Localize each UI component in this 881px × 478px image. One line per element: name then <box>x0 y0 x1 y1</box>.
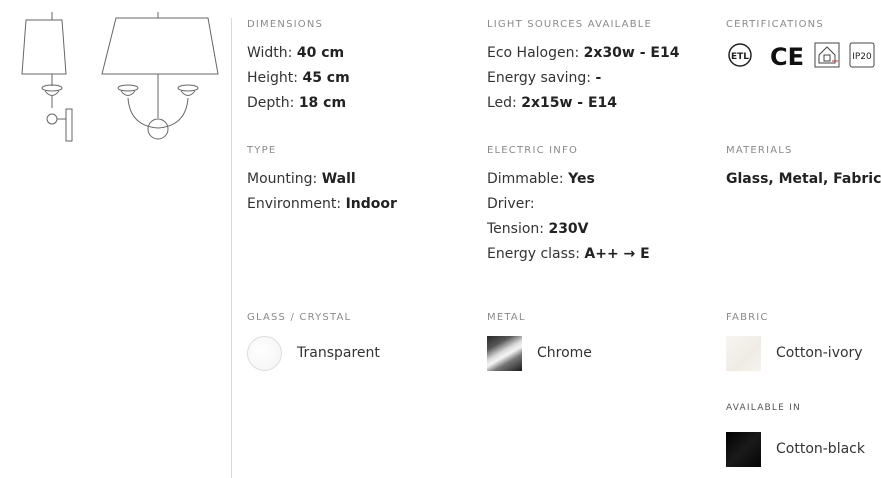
height-label: Height: <box>247 70 303 86</box>
fabric-heading: FABRIC <box>726 312 769 323</box>
dimension-height <box>247 66 350 91</box>
type-list <box>247 167 397 217</box>
dimensions-heading: DIMENSIONS <box>247 19 324 30</box>
light-source-energy-saving <box>487 66 679 91</box>
dimensions-list <box>247 41 350 116</box>
fabric-swatch-cotton-black[interactable] <box>726 432 761 467</box>
mounting-value: Wall <box>321 171 356 187</box>
type-heading: TYPE <box>247 145 277 156</box>
halogen-value: 2x30w - E14 <box>583 45 680 61</box>
metal-swatch-label: Chrome <box>537 345 592 361</box>
depth-label: Depth: <box>247 95 299 111</box>
halogen-label: Eco Halogen: <box>487 45 584 61</box>
lamp-front-view <box>102 12 218 139</box>
light-source-halogen <box>487 41 679 66</box>
available-in-heading: AVAILABLE IN <box>726 403 801 413</box>
fabric-swatch-label: Cotton-ivory <box>776 345 863 361</box>
tension-value: 230V <box>548 221 589 237</box>
lamp-side-view <box>22 12 72 141</box>
electric-tension <box>487 217 650 242</box>
etl-listed-icon <box>726 42 754 68</box>
electric-info-heading: ELECTRIC INFO <box>487 145 579 156</box>
light-sources-list <box>487 41 679 116</box>
height-value: 45 cm <box>302 70 350 86</box>
dimension-depth <box>247 91 350 116</box>
led-label: Led: <box>487 95 522 111</box>
divider-vertical <box>231 18 232 478</box>
certifications-heading: CERTIFICATIONS <box>726 19 824 30</box>
electric-driver <box>487 192 650 217</box>
energy-class-value: A++ → E <box>584 246 650 262</box>
electric-info-list <box>487 167 650 267</box>
width-label: Width: <box>247 45 297 61</box>
fabric-available-label: Cotton-black <box>776 441 865 457</box>
environment-value: Indoor <box>345 196 397 212</box>
ce-text: CE <box>769 43 805 68</box>
ce-mark-icon <box>768 42 806 68</box>
led-value: 2x15w - E14 <box>521 95 618 111</box>
indoor-use-icon <box>814 42 840 68</box>
dimmable-label: Dimmable: <box>487 171 569 187</box>
tension-label: Tension: <box>487 221 549 237</box>
materials-text: Glass, Metal, Fabric <box>726 171 881 187</box>
mounting-label: Mounting: <box>247 171 322 187</box>
energy-class-label: Energy class: <box>487 246 585 262</box>
energy-saving-value: - <box>595 70 602 86</box>
materials-value <box>726 167 881 192</box>
dimmable-value: Yes <box>568 171 595 187</box>
glass-swatch-label: Transparent <box>297 345 380 361</box>
dimension-width <box>247 41 350 66</box>
environment-label: Environment: <box>247 196 346 212</box>
light-sources-heading: LIGHT SOURCES AVAILABLE <box>487 19 653 30</box>
ip20-icon <box>849 42 875 68</box>
metal-heading: METAL <box>487 312 526 323</box>
width-value: 40 cm <box>296 45 345 61</box>
fabric-swatch-cotton-ivory[interactable] <box>726 336 761 371</box>
electric-dimmable <box>487 167 650 192</box>
metal-swatch-chrome[interactable] <box>487 336 522 371</box>
type-mounting <box>247 167 397 192</box>
glass-swatch-transparent[interactable] <box>247 336 282 371</box>
product-drawings <box>18 8 228 148</box>
depth-value: 18 cm <box>298 95 347 111</box>
electric-energy-class <box>487 242 650 267</box>
energy-saving-label: Energy saving: <box>487 70 596 86</box>
glass-heading: GLASS / CRYSTAL <box>247 312 352 323</box>
etl-text: ETL <box>730 52 750 62</box>
ip20-text: IP20 <box>852 52 872 62</box>
driver-label: Driver: <box>487 196 535 212</box>
light-source-led <box>487 91 679 116</box>
type-environment <box>247 192 397 217</box>
materials-heading: MATERIALS <box>726 145 793 156</box>
wall-lamp-drawing <box>18 8 228 148</box>
